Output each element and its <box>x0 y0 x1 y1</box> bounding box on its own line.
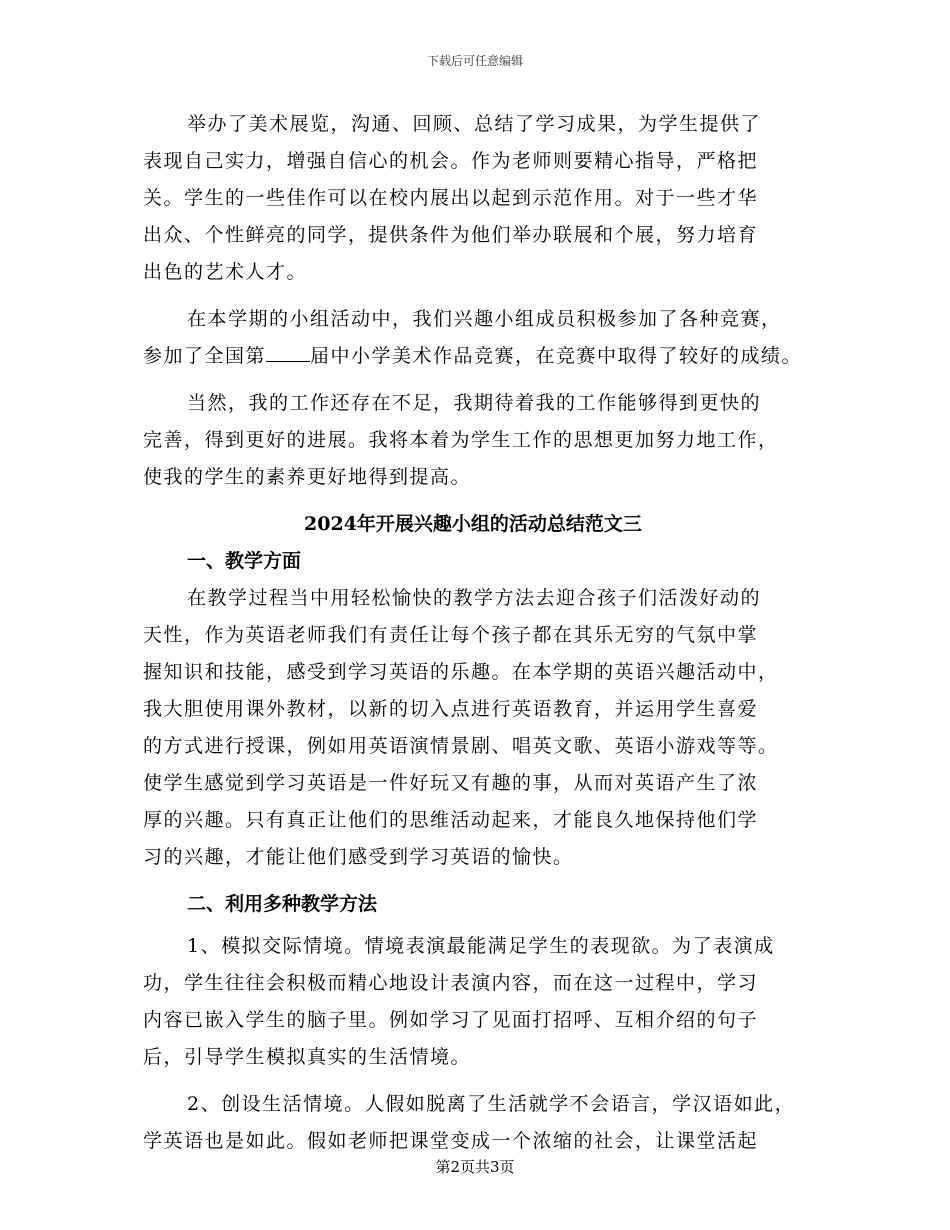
text-line: 天性，作为英语老师我们有责任让每个孩子都在其乐无穷的气氛中掌 <box>143 624 759 646</box>
paragraph-3 <box>143 385 803 496</box>
text-line: 后，引导学生模拟真实的生活情境。 <box>143 1046 472 1068</box>
text-line: 学英语也是如此。假如老师把课堂变成一个浓缩的社会，让课堂活起 <box>143 1130 759 1152</box>
text-line: 2、创设生活情境。人假如脱离了生活就学不会语言，学汉语如此， <box>187 1093 796 1115</box>
text-line: 表现自己实力，增强自信心的机会。作为老师则要精心指导，严格把 <box>143 150 759 172</box>
heading-methods: 二、利用多种教学方法 <box>187 893 378 915</box>
document-body <box>143 106 803 1160</box>
page-header: 下载后可任意编辑 <box>426 54 523 68</box>
text-line: 的方式进行授课，例如用英语演情景剧、唱英文歌、英语小游戏等等。 <box>143 735 779 757</box>
fill-in-blank <box>266 339 310 362</box>
text-line: 完善，得到更好的进展。我将本着为学生工作的思想更加努力地工作， <box>143 429 779 451</box>
text-line: 1、模拟交际情境。情境表演最能满足学生的表现欲。为了表演成 <box>187 935 775 957</box>
text-line: 当然，我的工作还存在不足，我期待着我的工作能够得到更快的 <box>187 392 762 414</box>
text-line: 厚的兴趣。只有真正让他们的思维活动起来，才能良久地保持他们学 <box>143 809 759 831</box>
paragraph-6 <box>143 1086 803 1160</box>
text-line: 内容已嵌入学生的脑子里。例如学习了见面打招呼、互相介绍的句子 <box>143 1009 759 1031</box>
text-line: 出色的艺术人才。 <box>143 261 308 283</box>
paragraph-1 <box>143 106 803 291</box>
text-line: 使我的学生的素养更好地得到提高。 <box>143 466 472 488</box>
text-line <box>143 338 803 375</box>
section-title: 2024年开展兴趣小组的活动总结范文三 <box>304 513 642 535</box>
text-line: 举办了美术展览，沟通、回顾、总结了学习成果，为学生提供了 <box>187 113 762 135</box>
text-fragment: 届中小学美术作品竞赛，在竞赛中取得了较好的成绩。 <box>310 345 803 367</box>
paragraph-2 <box>143 301 803 375</box>
text-fragment: 参加了全国第 <box>143 345 267 367</box>
text-line: 功，学生往往会积极而精心地设计表演内容，而在这一过程中，学习 <box>143 972 759 994</box>
paragraph-4 <box>143 580 803 876</box>
page-footer: 第2页共3页 <box>435 1158 515 1176</box>
text-line: 习的兴趣，才能让他们感受到学习英语的愉快。 <box>143 846 574 868</box>
text-line: 出众、个性鲜亮的同学，提供条件为他们举办联展和个展，努力培育 <box>143 224 759 246</box>
text-line: 在教学过程当中用轻松愉快的教学方法去迎合孩子们活泼好动的 <box>187 587 762 609</box>
text-line: 在本学期的小组活动中，我们兴趣小组成员积极参加了各种竞赛， <box>187 308 782 330</box>
text-line: 我大胆使用课外教材，以新的切入点进行英语教育，并运用学生喜爱 <box>143 698 759 720</box>
text-line: 握知识和技能，感受到学习英语的乐趣。在本学期的英语兴趣活动中， <box>143 661 779 683</box>
paragraph-5 <box>143 928 803 1076</box>
text-line: 关。学生的一些佳作可以在校内展出以起到示范作用。对于一些才华 <box>143 187 759 209</box>
heading-teaching: 一、教学方面 <box>187 550 302 572</box>
text-line: 使学生感觉到学习英语是一件好玩又有趣的事，从而对英语产生了浓 <box>143 772 759 794</box>
